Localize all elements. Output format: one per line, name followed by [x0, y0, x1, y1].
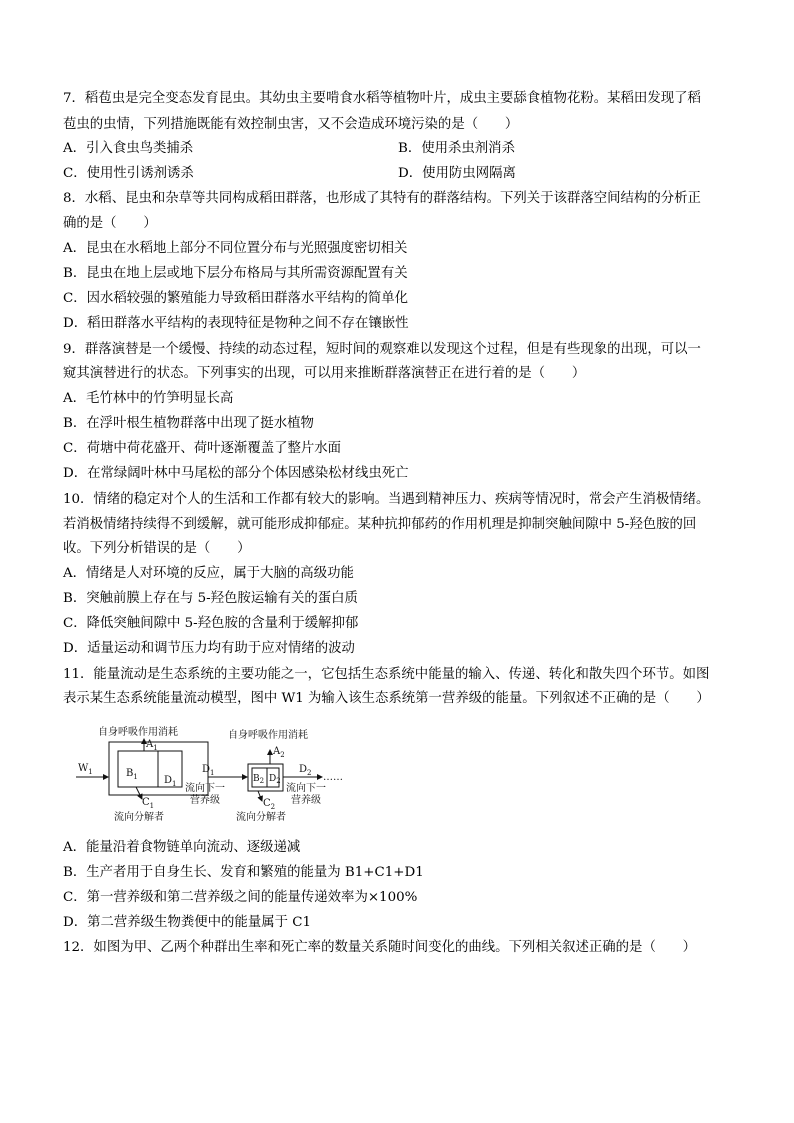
q10-stem-line-1: 10．情绪的稳定对个人的生活和工作都有较大的影响。当遇到精神压力、疾病等情况时，常会产生消极情绪。 [63, 492, 710, 507]
decomposer-label-1: 流向分解者 [114, 812, 164, 823]
q11-option-b: B．生产者用于自身生长、发育和繁殖的能量为 B1+C1+D1 [63, 865, 424, 880]
q10-option-a: A．情绪是人对环境的反应，属于大脑的高级功能 [63, 566, 354, 581]
respiration-label-1: 自身呼吸作用消耗 [98, 727, 178, 738]
q8-stem-line-1: 8．水稻、昆虫和杂草等共同构成稻田群落，也形成了其特有的群落结构。下列关于该群落空间结构的分析正 [63, 191, 701, 206]
next-level-label-2a: 流向下一 [286, 783, 326, 794]
q8-option-d: D．稻田群落水平结构的表现特征是物种之间不存在镶嵌性 [63, 316, 409, 331]
respiration-label-2: 自身呼吸作用消耗 [228, 730, 308, 741]
q11-stem-line-1: 11．能量流动是生态系统的主要功能之一，它包括生态系统中能量的输入、传递、转化和散失四个环节。如图 [63, 667, 710, 682]
q8-option-b: B．昆虫在地上层或地下层分布格局与其所需资源配置有关 [63, 266, 408, 281]
b2-label: $B_2$ [253, 774, 265, 785]
decomposer-label-2: 流向分解者 [236, 812, 286, 823]
q7-option-a: A．引入食虫鸟类捕杀 [63, 141, 194, 156]
q8-option-c: C．因水稻较强的繁殖能力导致稻田群落水平结构的简单化 [63, 291, 409, 306]
q10-option-d: D．适量运动和调节压力均有助于应对情绪的波动 [63, 641, 355, 656]
q10-option-c: C．降低突触间隙中 5-羟色胺的含量利于缓解抑郁 [63, 616, 359, 631]
q10-option-b: B．突触前膜上存在与 5-羟色胺运输有关的蛋白质 [63, 591, 358, 606]
next-level-label-2b: 营养级 [291, 795, 321, 806]
q8-option-a: A．昆虫在水稻地上部分不同位置分布与光照强度密切相关 [63, 241, 408, 256]
q12-stem-line-1: 12．如图为甲、乙两个种群出生率和死亡率的数量关系随时间变化的曲线。下列相关叙述正确的是（ ） [63, 940, 697, 955]
a1-label: $A_1$ [146, 739, 158, 752]
continuation-dots: …… [323, 772, 343, 783]
energy-flow-diagram [74, 725, 364, 827]
q7-stem-line-2: 苞虫的虫情，下列措施既能有效控制虫害，又不会造成环境污染的是（ ） [63, 117, 519, 132]
q10-stem-line-2: 若消极情绪持续得不到缓解，就可能形成抑郁症。某种抗抑郁药的作用机理是抑制突触间隙中 5-羟色胺的回 [63, 517, 697, 532]
q9-option-b: B．在浮叶根生植物群落中出现了挺水植物 [63, 416, 314, 431]
q9-stem-line-1: 9．群落演替是一个缓慢、持续的动态过程，短时间的观察难以发现这个过程，但是有些现象的出现，可以一 [63, 342, 701, 357]
q11-option-d: D．第二营养级生物粪便中的能量属于 C1 [63, 915, 312, 930]
d1-arrow-label: $D_1$ [202, 764, 215, 777]
q7-option-b: B．使用杀虫剂消杀 [398, 141, 515, 156]
q10-stem-line-3: 收。下列分析错误的是（ ） [63, 541, 251, 556]
next-level-label-1b: 营养级 [190, 795, 220, 806]
q9-option-a: A．毛竹林中的竹笋明显长高 [63, 391, 234, 406]
w1-label: $W_1$ [78, 763, 93, 776]
q8-stem-line-2: 确的是（ ） [63, 216, 157, 231]
q9-stem-line-2: 窥其演替进行的状态。下列事实的出现，可以用来推断群落演替正在进行着的是（ ） [63, 366, 586, 381]
c2-arrow [258, 791, 262, 801]
q7-option-c: C．使用性引诱剂诱杀 [63, 166, 194, 181]
a2-label: $A_2$ [273, 746, 285, 759]
c2-label: $C_2$ [263, 798, 276, 811]
b1-label: $B_1$ [126, 768, 138, 781]
q9-option-d: D．在常绿阔叶林中马尾松的部分个体因感染松材线虫死亡 [63, 466, 409, 481]
d2-arrow-label: $D_2$ [299, 764, 312, 777]
q11-option-c: C．第一营养级和第二营养级之间的能量传递效率为×100% [63, 890, 418, 905]
q11-stem-line-2: 表示某生态系统能量流动模型，图中 W1 为输入该生态系统第一营养级的能量。下列叙述不正确的是（ ） [63, 691, 710, 706]
d1-box-label: $D_1$ [164, 775, 177, 788]
c1-label: $C_1$ [142, 797, 155, 810]
q7-option-d: D．使用防虫网隔离 [398, 166, 516, 181]
q11-option-a: A．能量沿着食物链单向流动、逐级递减 [63, 840, 301, 855]
q9-option-c: C．荷塘中荷花盛开、荷叶逐渐覆盖了整片水面 [63, 441, 342, 456]
next-level-label-1a: 流向下一 [185, 783, 225, 794]
q7-stem-line-1: 7．稻苞虫是完全变态发育昆虫。其幼虫主要啃食水稻等植物叶片，成虫主要舔食植物花粉。某稻田发现了稻 [63, 91, 701, 106]
d2-box-label: $D_2$ [269, 774, 281, 785]
